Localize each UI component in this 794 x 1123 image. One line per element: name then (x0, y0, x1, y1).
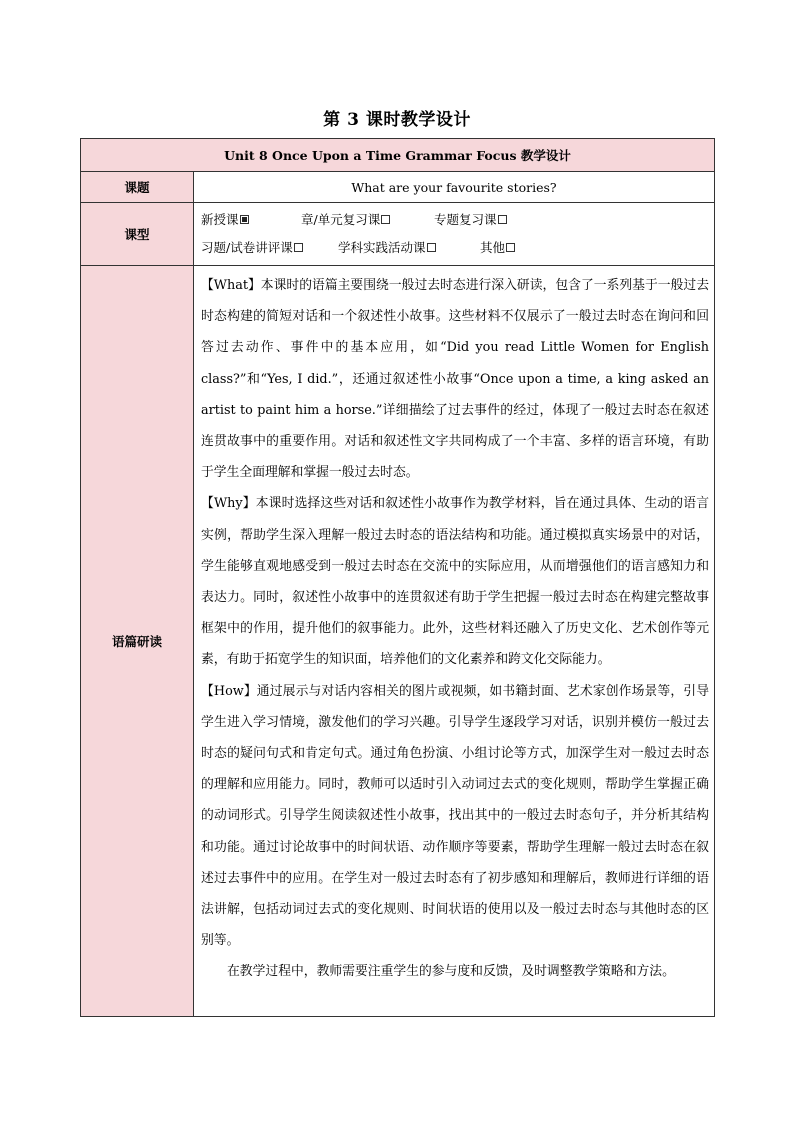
text-analysis-row (81, 266, 715, 1017)
table-header: Unit 8 Once Upon a Time Grammar Focus 教学设计 (81, 139, 715, 172)
topic-label: 课题 (81, 172, 194, 203)
text-analysis-content (194, 266, 715, 1017)
option-label: 其他 (480, 240, 506, 255)
checkbox-icon[interactable] (427, 243, 436, 252)
lesson-type-line-1 (201, 206, 714, 234)
closing-paragraph: 在教学过程中，教师需要注重学生的参与度和反馈，及时调整教学策略和方法。 (227, 964, 675, 980)
option-label: 新授课 (201, 212, 239, 227)
checkbox-icon[interactable] (506, 243, 515, 252)
topic-row (81, 172, 715, 203)
checkbox-icon[interactable] (498, 215, 507, 224)
checkbox-icon[interactable] (294, 243, 303, 252)
option-exercise-review[interactable] (201, 234, 338, 262)
lesson-type-row (81, 203, 715, 266)
option-label: 学科实践活动课 (338, 240, 426, 255)
option-unit-review[interactable] (301, 206, 434, 234)
option-new-lesson[interactable] (201, 206, 301, 234)
how-paragraph: 【How】通过展示与对话内容相关的图片或视频，如书籍封面、艺术家创作场景等，引导学生进入学习情境，激发他们的学习兴趣。引导学生逐段学习对话，识别并模仿一般过去时态的疑问句式和肯定句式。通过角色扮演、小组讨论等方式，加深学生对一般过去时态的理解和应用能力。同时，教师可以适时引入动词过去式的变化规则，帮助学生掌握正确的动词形式。引导学生阅读叙述性小故事，找出其中的一般过去时态句子，并分析其结构和功能。通过讨论故事中的时间状语、动作顺序等要素，帮助学生理解一般过去时态在叙述过去事件中的应用。在学生对一般过去时态有了初步感知和理解后，教师进行详细的语法讲解，包括动词过去式的变化规则、时间状语的使用以及一般过去时态与其他时态的区别等。 (201, 683, 710, 949)
option-topic-review[interactable] (434, 206, 507, 234)
topic-value: What are your favourite stories? (194, 172, 715, 203)
lesson-type-options (194, 203, 715, 266)
document-title: 第 3 课时教学设计 (323, 110, 471, 130)
lesson-plan-table (80, 138, 715, 1017)
option-label: 章/单元复习课 (301, 212, 381, 227)
lesson-type-label: 课型 (81, 203, 194, 266)
checked-checkbox-icon[interactable] (240, 215, 249, 224)
option-practice-activity[interactable] (338, 234, 480, 262)
text-analysis-label: 语篇研读 (81, 266, 194, 1017)
option-label: 专题复习课 (434, 212, 497, 227)
option-label: 习题/试卷讲评课 (201, 240, 293, 255)
lesson-type-line-2 (201, 234, 714, 262)
checkbox-icon[interactable] (381, 215, 390, 224)
table-header-row (81, 139, 715, 172)
what-paragraph: 【What】本课时的语篇主要围绕一般过去时态进行深入研读，包含了一系列基于一般过去时态构建的简短对话和一个叙述性小故事。这些材料不仅展示了一般过去时态在询问和回答过去动作、事件中的基本应用，如“Did you read Little Women for English class?”和“Yes, I did.”，还通过叙述性小故事“Once upon a time, a king asked an artist to paint him a horse.”详细描绘了过去事件的经过，体现了一般过去时态在叙述连贯故事中的重要作用。对话和叙述性文字共同构成了一个丰富、多样的语言环境，有助于学生全面理解和掌握一般过去时态。 (201, 278, 710, 481)
why-paragraph: 【Why】本课时选择这些对话和叙述性小故事作为教学材料，旨在通过具体、生动的语言实例，帮助学生深入理解一般过去时态的语法结构和功能。通过模拟真实场景中的对话，学生能够直观地感受到一般过去时态在交流中的实际应用，从而增强他们的语言感知力和表达力。同时，叙述性小故事中的连贯叙述有助于学生把握一般过去时态在构建完整故事框架中的作用，提升他们的叙事能力。此外，这些材料还融入了历史文化、艺术创作等元素，有助于拓宽学生的知识面，培养他们的文化素养和跨文化交际能力。 (201, 496, 710, 668)
option-other[interactable] (480, 234, 515, 262)
